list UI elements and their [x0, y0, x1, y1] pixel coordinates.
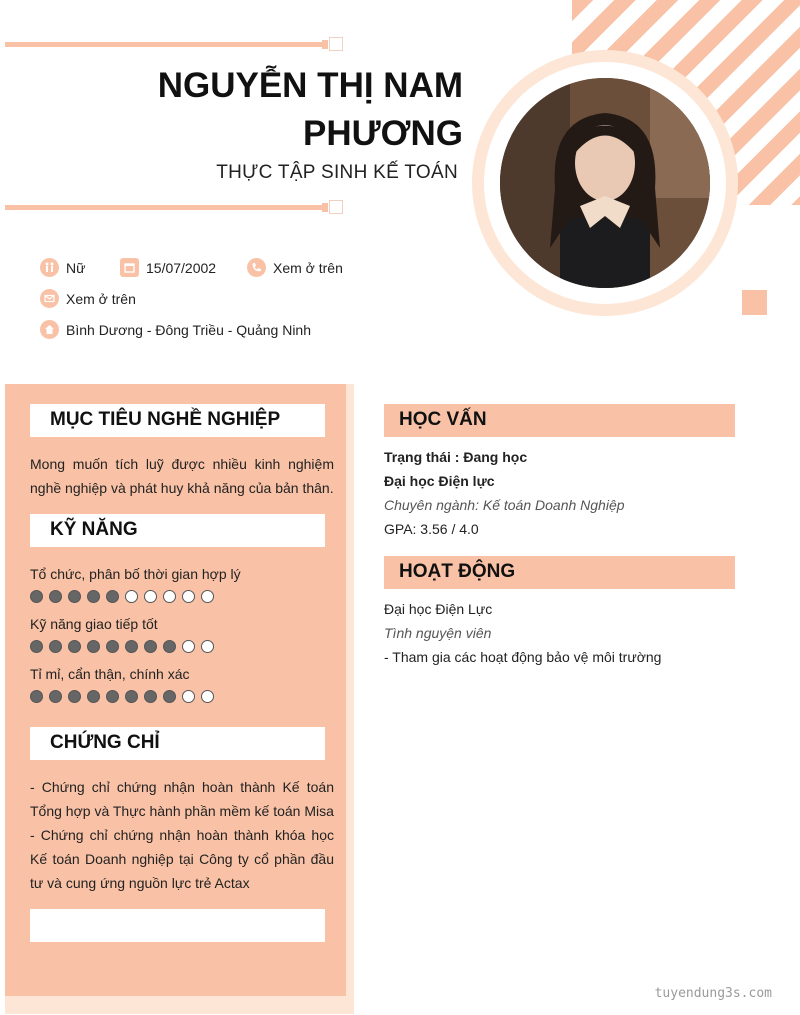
rating-dot-filled [87, 640, 100, 653]
divider-cap [322, 203, 328, 212]
rating-dot-filled [68, 640, 81, 653]
rating-dot-empty [201, 640, 214, 653]
email-text: Xem ở trên [66, 290, 136, 307]
divider-end [329, 200, 343, 214]
certificate-item: - Chứng chỉ chứng nhận hoàn thành Kế toán Tổng hợp và Thực hành phần mềm kế toán Misa [30, 779, 334, 819]
rating-dot-empty [201, 690, 214, 703]
name-line-1: NGUYỄN THỊ NAM [157, 66, 463, 105]
rating-dot-filled [163, 640, 176, 653]
certificate-item: - Chứng chỉ chứng nhận hoàn thành khóa học Kế toán Doanh nghiệp tại Công ty cổ phần đầu tư và cung ứng nguồn lực trẻ Actax [30, 827, 334, 891]
education-status: Trạng thái : Đang học [384, 449, 528, 465]
certificates-header [30, 727, 325, 760]
left-column-shadow [346, 384, 354, 1014]
rating-dot-filled [144, 640, 157, 653]
rating-dot-filled [87, 690, 100, 703]
rating-dot-filled [125, 640, 138, 653]
email-info [40, 289, 136, 308]
skill-label: Tỉ mỉ, cẩn thận, chính xác [30, 666, 190, 682]
skills-header [30, 514, 325, 547]
rating-dot-filled [68, 690, 81, 703]
calendar-icon [120, 258, 139, 277]
rating-dot-filled [49, 640, 62, 653]
activities-header [384, 556, 735, 589]
divider-cap [322, 40, 328, 49]
rating-dot-filled [49, 590, 62, 603]
rating-dot-filled [87, 590, 100, 603]
watermark: tuyendung3s.com [654, 986, 772, 1001]
activities-title: HOẠT ĐỘNG [399, 561, 516, 582]
skill-rating [30, 690, 214, 703]
decorative-square [742, 290, 767, 315]
skill-rating [30, 590, 214, 603]
name-line-2: PHƯƠNG [302, 114, 463, 153]
left-column-shadow-bottom [5, 996, 354, 1014]
objective-title: MỤC TIÊU NGHỀ NGHIỆP [50, 409, 281, 430]
rating-dot-empty [182, 690, 195, 703]
gender-text: Nữ [66, 259, 86, 276]
rating-dot-filled [106, 690, 119, 703]
rating-dot-empty [182, 640, 195, 653]
candidate-name [43, 62, 463, 158]
empty-section-header [30, 909, 325, 942]
objective-text: Mong muốn tích luỹ được nhiều kinh nghiệm nghề nghiệp và phát huy khả năng của bản thân. [30, 456, 334, 496]
rating-dot-filled [144, 690, 157, 703]
rating-dot-filled [125, 690, 138, 703]
divider-end [329, 37, 343, 51]
email-icon [40, 289, 59, 308]
activity-desc: - Tham gia các hoạt động bảo vệ môi trường [384, 649, 662, 665]
education-header [384, 404, 735, 437]
address-text: Bình Dương - Đông Triều - Quảng Ninh [66, 321, 312, 338]
activity-role: Tình nguyện viên [384, 625, 492, 641]
address-info [40, 320, 311, 339]
gender-info [40, 258, 85, 277]
home-icon [40, 320, 59, 339]
skills-title: KỸ NĂNG [50, 519, 138, 540]
skill-label: Tổ chức, phân bố thời gian hợp lý [30, 566, 241, 582]
rating-dot-filled [30, 690, 43, 703]
activity-org: Đại học Điện Lực [384, 601, 493, 617]
education-major: Chuyên ngành: Kế toán Doanh Nghiệp [384, 497, 625, 513]
rating-dot-empty [201, 590, 214, 603]
objective-header [30, 404, 325, 437]
phone-text: Xem ở trên [273, 259, 343, 276]
phone-info [247, 258, 343, 277]
rating-dot-filled [106, 640, 119, 653]
rating-dot-filled [68, 590, 81, 603]
divider-bar-bottom [5, 205, 325, 210]
divider-bar-top [5, 42, 325, 47]
rating-dot-filled [30, 590, 43, 603]
avatar [500, 78, 710, 288]
rating-dot-filled [106, 590, 119, 603]
certificates-title: CHỨNG CHỈ [50, 732, 160, 753]
rating-dot-empty [182, 590, 195, 603]
education-gpa: GPA: 3.56 / 4.0 [384, 521, 479, 537]
phone-icon [247, 258, 266, 277]
rating-dot-filled [30, 640, 43, 653]
education-title: HỌC VẤN [399, 409, 487, 430]
rating-dot-empty [125, 590, 138, 603]
rating-dot-empty [163, 590, 176, 603]
skill-label: Kỹ năng giao tiếp tốt [30, 616, 158, 632]
birthday-text: 15/07/2002 [146, 259, 217, 276]
education-school: Đại học Điện lực [384, 473, 495, 489]
job-title: THỰC TẬP SINH KẾ TOÁN [216, 162, 458, 183]
gender-icon [40, 258, 59, 277]
rating-dot-filled [163, 690, 176, 703]
skill-rating [30, 640, 214, 653]
rating-dot-filled [49, 690, 62, 703]
rating-dot-empty [144, 590, 157, 603]
birthday-info [120, 258, 216, 277]
